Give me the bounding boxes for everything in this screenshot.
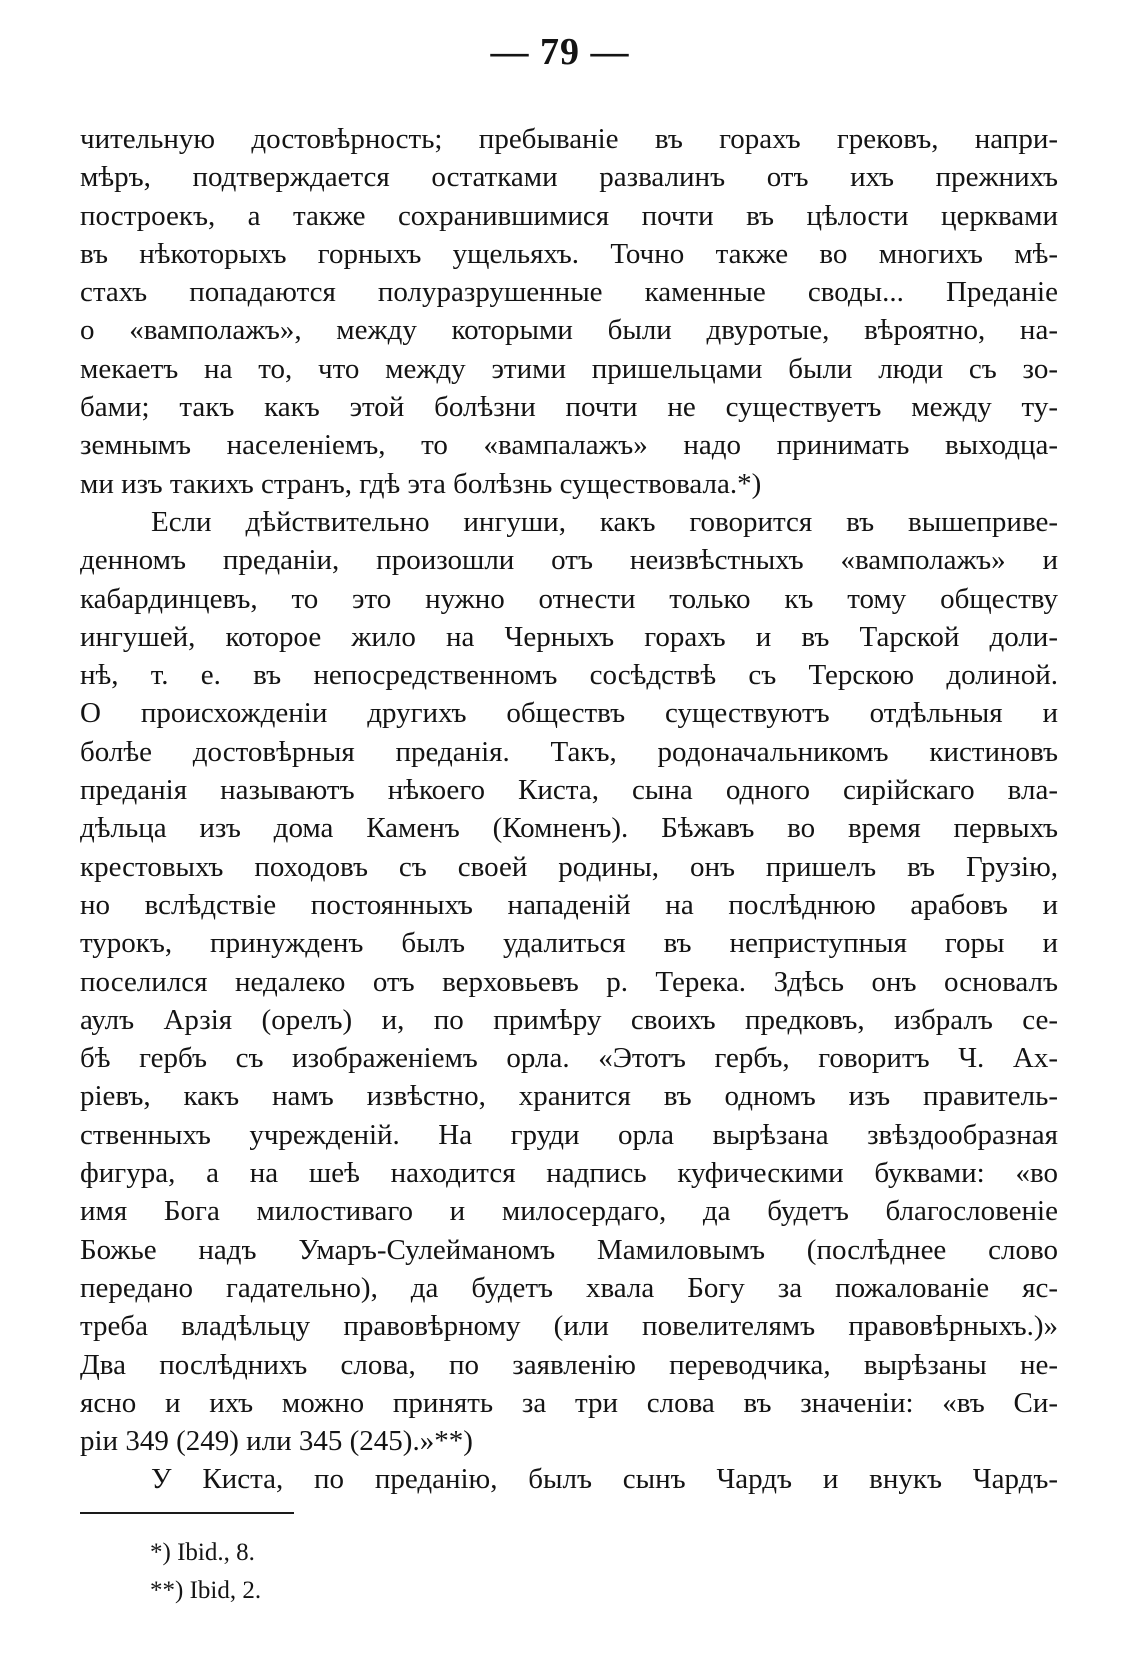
- text-line: преданія называютъ нѣкоего Киста, сына одного сирійскаго вла-: [80, 774, 1058, 807]
- text-line: стахъ попадаются полуразрушенные каменные своды... Преданіе: [80, 276, 1058, 309]
- text-line: нѣ, т. е. въ непосредственномъ сосѣдствѣ съ Терскою долиной.: [80, 659, 1058, 692]
- text-line: крестовыхъ походовъ съ своей родины, онъ пришелъ въ Грузію,: [80, 850, 1058, 883]
- text-line: дѣльца изъ дома Каменъ (Комненъ). Бѣжавъ во время первыхъ: [80, 812, 1058, 845]
- text-line: поселился недалеко отъ верховьевъ р. Терека. Здѣсь онъ основалъ: [80, 965, 1058, 998]
- text-line: въ нѣкоторыхъ горныхъ ущельяхъ. Точно также во многихъ мѣ-: [80, 237, 1058, 270]
- text-line: ріевъ, какъ намъ извѣстно, хранится въ одномъ изъ правитель-: [80, 1080, 1058, 1113]
- text-line: земнымъ населеніемъ, то «вампалажъ» надо принимать выходца-: [80, 429, 1058, 462]
- text-line: бѣ гербъ съ изображеніемъ орла. «Этотъ гербъ, говоритъ Ч. Ах-: [80, 1042, 1058, 1075]
- text-line: Два послѣднихъ слова, по заявленію переводчика, вырѣзаны не-: [80, 1348, 1058, 1381]
- text-line: денномъ преданіи, произошли отъ неизвѣстныхъ «вамполажъ» и: [80, 544, 1058, 577]
- body-text: [80, 120, 1058, 1499]
- text-line: Если дѣйствительно ингуши, какъ говорится въ вышеприве-: [151, 505, 1058, 538]
- text-line: аулъ Арзія (орелъ) и, по примѣру своихъ предковъ, избралъ се-: [80, 1003, 1058, 1036]
- text-line: ясно и ихъ можно принять за три слова въ значеніи: «въ Си-: [80, 1386, 1058, 1419]
- footnotes: [150, 1534, 261, 1610]
- text-line: мѣръ, подтверждается остатками развалинъ отъ ихъ прежнихъ: [80, 161, 1058, 194]
- text-line: кабардинцевъ, то это нужно отнести только къ тому обществу: [80, 582, 1058, 615]
- text-line: чительную достовѣрность; пребываніе въ горахъ грековъ, напри-: [80, 123, 1058, 155]
- text-line: но вслѣдствіе постоянныхъ нападеній на послѣднюю арабовъ и: [80, 888, 1058, 921]
- text-line: турокъ, принужденъ былъ удалиться въ неприступныя горы и: [80, 927, 1058, 960]
- text-line: Божье надъ Умаръ-Сулейманомъ Мамиловымъ (послѣднее слово: [80, 1233, 1058, 1266]
- footnote-divider: [80, 1512, 294, 1514]
- text-line: треба владѣльцу правовѣрному (или повелителямъ правовѣрныхъ.)»: [80, 1310, 1058, 1343]
- text-line: О происхожденіи другихъ обществъ существуютъ отдѣльныя и: [80, 697, 1058, 730]
- text-line: мекаетъ на то, что между этими пришельцами были люди съ зо-: [80, 352, 1058, 385]
- text-line: ми изъ такихъ странъ, гдѣ эта болѣзнь существовала.*): [80, 467, 762, 500]
- text-line: построекъ, а также сохранившимися почти въ цѣлости церквами: [80, 199, 1058, 232]
- text-line: У Киста, по преданію, былъ сынъ Чардъ и внукъ Чардъ-: [151, 1463, 1058, 1496]
- text-line: болѣе достовѣрныя преданія. Такъ, родоначальникомъ кистиновъ: [80, 735, 1058, 768]
- text-line: передано гадательно), да будетъ хвала Богу за пожалованіе яс-: [80, 1271, 1058, 1304]
- text-line: о «вамполажъ», между которыми были двуротые, вѣроятно, на-: [80, 314, 1058, 347]
- text-line: ріи 349 (249) или 345 (245).»**): [80, 1425, 473, 1458]
- text-line: имя Бога милостиваго и милосердаго, да будетъ благословеніе: [80, 1195, 1058, 1228]
- footnote: **) Ibid, 2.: [150, 1577, 262, 1604]
- page-number: — 79 —: [490, 31, 630, 73]
- text-line: бами; такъ какъ этой болѣзни почти не существуетъ между ту-: [80, 391, 1058, 424]
- text-line: ингушей, которое жило на Черныхъ горахъ и въ Тарской доли-: [80, 620, 1058, 653]
- text-line: ственныхъ учрежденій. На груди орла вырѣзана звѣздообразная: [80, 1118, 1058, 1151]
- text-line: фигура, а на шеѣ находится надпись куфическими буквами: «во: [80, 1157, 1058, 1190]
- footnote: *) Ibid., 8.: [150, 1539, 255, 1566]
